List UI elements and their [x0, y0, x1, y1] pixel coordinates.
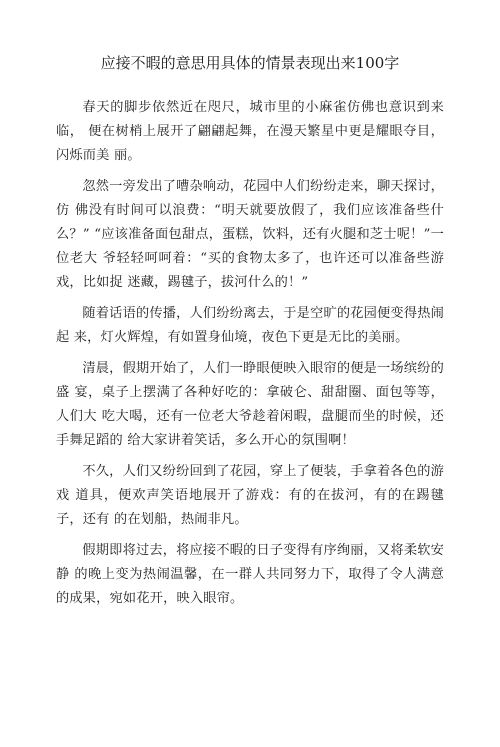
paragraph-4: 清晨，假期开始了，人们一睁眼便映入眼帘的便是一场缤纷的盛 宴，桌子上摆满了各种好吃的：拿破仑、甜甜圈、面包等等，人们大 吃大喝，还有一位老大爷趁着闲暇，盘腿而坐的时候，还手舞足蹈的 给大家讲着笑话，多么开心的氛围啊！ [56, 361, 444, 448]
paragraph-5: 不久，人们又纷纷回到了花园，穿上了便装，手拿着各色的游戏 道具，便欢声笑语地展开了游戏：有的在拔河，有的在踢毽子，还有 的在划船，热闹非凡。 [56, 464, 444, 527]
document-title: 应接不暇的意思用具体的情景表现出来100字 [100, 54, 400, 72]
paragraph-6: 假期即将过去，将应接不暇的日子变得有序绚丽，又将柔软安静 的晚上变为热闹温馨，在一群人共同努力下，取得了令人满意的成果，宛如花开，映入眼帘。 [56, 543, 444, 606]
paragraph-2: 忽然一旁发出了嘈杂响动，花园中人们纷纷走来，聊天探讨，仿 佛没有时间可以浪费：“明天就要放假了，我们应该准备些什么？” “应该准备面包甜点，蛋糕，饮料，还有火腿和芝士呢！”一位老大 爷轻轻呵呵着：“买的食物太多了，也许还可以准备些游戏，比如捉 迷藏，踢毽子，拔河什么的！” [56, 179, 444, 290]
paragraph-1: 春天的脚步依然近在咫尺，城市里的小麻雀仿佛也意识到来临， 便在树梢上展开了翩翩起舞，在漫天繁星中更是耀眼夺目，闪烁而美 丽。 [56, 100, 444, 163]
paragraph-3: 随着话语的传播，人们纷纷离去，于是空旷的花园便变得热闹起 来，灯火辉煌，有如置身仙境，夜色下更是无比的美丽。 [56, 306, 444, 345]
